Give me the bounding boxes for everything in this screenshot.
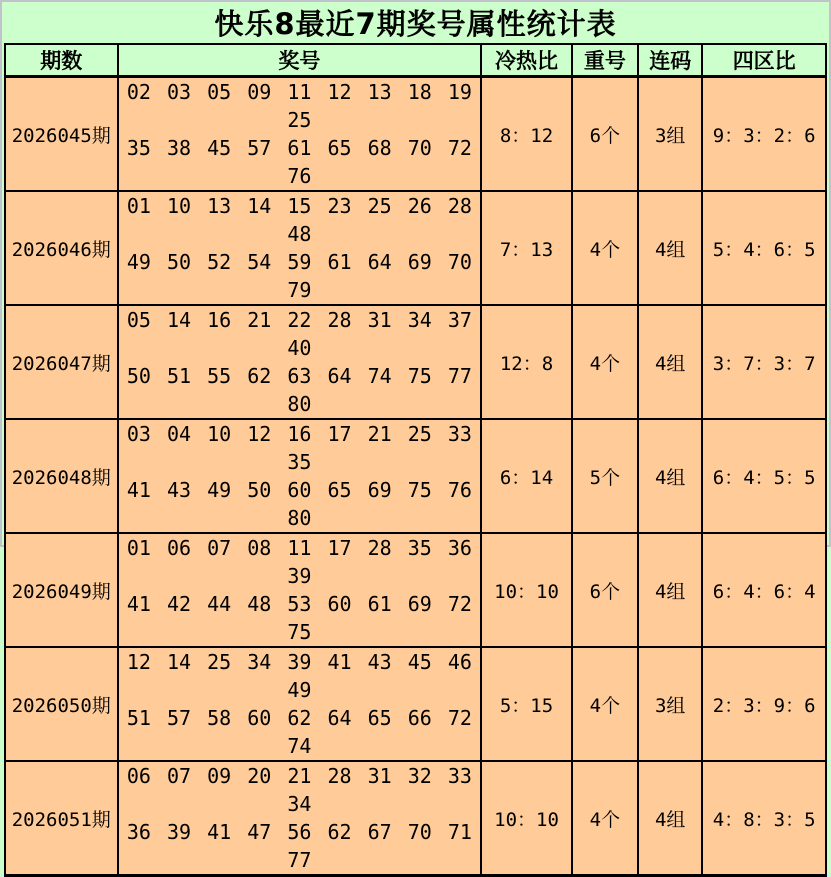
cold-hot-cell: 12：8 [481,305,571,419]
numbers-line-1: 01 10 13 14 15 23 25 26 28 48 [126,194,472,246]
header-row [5,44,826,77]
period-cell: 2026050期 [5,647,118,761]
cold-hot-cell: 6：14 [481,419,571,533]
repeat-cell: 4个 [572,761,638,876]
zone-ratio-cell: 2：3：9：6 [702,647,826,761]
cold-hot-cell: 10：10 [481,533,571,647]
table-row [5,533,826,647]
repeat-cell: 4个 [572,191,638,305]
numbers-cell [118,647,482,761]
consecutive-cell: 4组 [638,761,702,876]
col-header-repeat: 重号 [572,44,638,77]
numbers-line-1: 03 04 10 12 16 17 21 25 33 35 [126,422,472,474]
consecutive-cell: 4组 [638,419,702,533]
zone-ratio-cell: 6：4：6：4 [702,533,826,647]
cold-hot-cell: 5：15 [481,647,571,761]
table-row [5,191,826,305]
cold-hot-cell: 10：10 [481,761,571,876]
attribute-stats-table [4,43,827,877]
numbers-line-2: 36 39 41 47 56 62 67 70 71 77 [126,820,472,872]
numbers-line-1: 05 14 16 21 22 28 31 34 37 40 [126,308,472,360]
numbers-line-1: 02 03 05 09 11 12 13 18 19 25 [126,80,472,132]
repeat-cell: 6个 [572,77,638,192]
title-bar [2,2,829,43]
numbers-cell [118,77,482,192]
consecutive-cell: 4组 [638,533,702,647]
numbers-line-2: 50 51 55 62 63 64 74 75 77 80 [126,364,472,416]
table-row [5,647,826,761]
table-row [5,419,826,533]
col-header-numbers: 奖号 [118,44,482,77]
numbers-line-1: 12 14 25 34 39 41 43 45 46 49 [126,650,472,702]
period-cell: 2026046期 [5,191,118,305]
consecutive-cell: 4组 [638,191,702,305]
numbers-cell [118,761,482,876]
numbers-line-2: 41 43 49 50 60 65 69 75 76 80 [126,478,472,530]
numbers-line-2: 49 50 52 54 59 61 64 69 70 79 [126,250,472,302]
table-row [5,761,826,876]
table-row [5,305,826,419]
consecutive-cell: 3组 [638,647,702,761]
period-cell: 2026049期 [5,533,118,647]
period-cell: 2026047期 [5,305,118,419]
col-header-cold-hot: 冷热比 [481,44,571,77]
period-cell: 2026051期 [5,761,118,876]
numbers-line-2: 41 42 44 48 53 60 61 69 72 75 [126,592,472,644]
numbers-cell [118,191,482,305]
zone-ratio-cell: 5：4：6：5 [702,191,826,305]
col-header-zone-ratio: 四区比 [702,44,826,77]
zone-ratio-cell: 3：7：3：7 [702,305,826,419]
table-row [5,77,826,192]
zone-ratio-cell: 4：8：3：5 [702,761,826,876]
cold-hot-cell: 8：12 [481,77,571,192]
zone-ratio-cell: 9：3：2：6 [702,77,826,192]
consecutive-cell: 4组 [638,305,702,419]
repeat-cell: 4个 [572,305,638,419]
zone-ratio-cell: 6：4：5：5 [702,419,826,533]
page-title: 快乐8最近7期奖号属性统计表 [214,7,617,41]
numbers-line-2: 35 38 45 57 61 65 68 70 72 76 [126,136,472,188]
repeat-cell: 5个 [572,419,638,533]
numbers-cell [118,419,482,533]
numbers-cell [118,305,482,419]
numbers-line-2: 51 57 58 60 62 64 65 66 72 74 [126,706,472,758]
col-header-consecutive: 连码 [638,44,702,77]
consecutive-cell: 3组 [638,77,702,192]
cold-hot-cell: 7：13 [481,191,571,305]
numbers-line-1: 06 07 09 20 21 28 31 32 33 34 [126,764,472,816]
numbers-line-1: 01 06 07 08 11 17 28 35 36 39 [126,536,472,588]
repeat-cell: 4个 [572,647,638,761]
period-cell: 2026045期 [5,77,118,192]
numbers-cell [118,533,482,647]
period-cell: 2026048期 [5,419,118,533]
repeat-cell: 6个 [572,533,638,647]
col-header-period: 期数 [5,44,118,77]
